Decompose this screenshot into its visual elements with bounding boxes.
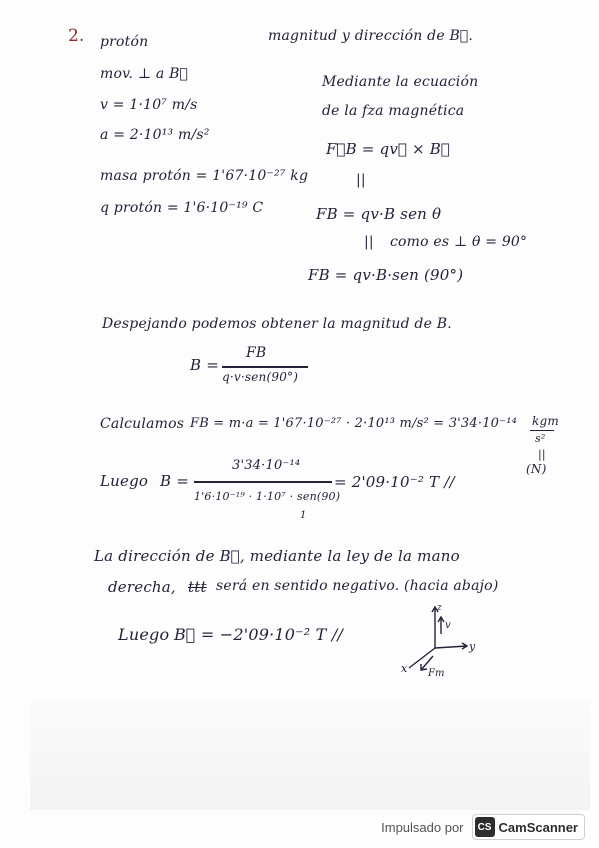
formula-numerator: FB [246, 345, 267, 361]
unit-equals: || [538, 448, 546, 461]
formula-lhs: B = [190, 356, 219, 374]
result-denominator: 1'6·10⁻¹⁹ · 1·10⁷ · sen(90) [194, 490, 341, 503]
struck-word: ttt [188, 578, 207, 596]
direction-line-1: La dirección de B⃗, mediante la ley de la mano [94, 547, 460, 565]
final-expression: B⃗ = −2'09·10⁻² T // [174, 625, 344, 644]
right-line-2: de la fza magnética [322, 103, 465, 119]
equals-sign-2: || [364, 234, 374, 250]
solve-statement: Despejando podemos obtener la magnitud de B. [102, 316, 452, 332]
calc-label: Calculamos [100, 416, 185, 432]
y-label: y [469, 640, 476, 653]
perpendicular-note: como es ⊥ θ = 90° [390, 234, 528, 250]
equals-sign-1: || [356, 172, 366, 188]
unit-denominator: s² [535, 432, 546, 445]
axes-diagram [395, 598, 485, 682]
scalar-force-eq: FB = qv·B sen θ [316, 205, 442, 223]
unit-fraction-bar [530, 430, 554, 431]
result-numerator: 3'34·10⁻¹⁴ [232, 458, 301, 473]
x-label: x [401, 662, 408, 675]
vector-force-eq: F⃗B = qv⃗ × B⃗ [326, 140, 450, 158]
velocity-line: v = 1·10⁷ m/s [100, 97, 198, 113]
result-label: Luego [100, 472, 149, 490]
camscanner-badge [472, 814, 585, 840]
v-label: v [445, 620, 451, 631]
formula-fraction-bar [222, 366, 308, 368]
unit-numerator: kgm [532, 414, 559, 428]
problem-number: 2. [68, 26, 85, 46]
particle-label: protón [100, 34, 149, 50]
formula-denominator: q·v·sen(90°) [222, 370, 299, 384]
result-fraction-bar [194, 481, 332, 483]
y-axis [435, 646, 467, 648]
camscanner-brand: CamScanner [498, 819, 578, 835]
direction-line-2-prefix: derecha, [108, 578, 176, 596]
scan-shadow [30, 700, 590, 810]
camscanner-logo-icon: CS [475, 817, 495, 837]
right-title: magnitud y dirección de B⃗. [268, 28, 474, 44]
final-force-eq: FB = qv·B·sen (90°) [308, 266, 464, 284]
axes-lines [409, 607, 467, 670]
underbrace-value: 1 [300, 510, 307, 521]
mass-line: masa protón = 1'67·10⁻²⁷ kg [100, 168, 309, 184]
unit-newton: (N) [526, 462, 547, 476]
charge-line: q protón = 1'6·10⁻¹⁹ C [100, 200, 264, 216]
direction-line-2-suffix: será en sentido negativo. (hacia abajo) [216, 578, 499, 594]
footer-text: Impulsado por [381, 819, 464, 835]
calc-expression: FB = m·a = 1'67·10⁻²⁷ · 2·10¹³ m/s² = 3'34·10⁻¹⁴ [190, 416, 518, 431]
right-line-1: Mediante la ecuación [322, 74, 479, 90]
camscanner-footer [381, 814, 585, 840]
result-rhs: = 2'09·10⁻² T // [334, 473, 455, 491]
acceleration-line: a = 2·10¹³ m/s² [100, 127, 210, 143]
final-label: Luego [118, 625, 170, 644]
result-lhs: B = [160, 472, 189, 490]
fm-label: Fm [428, 668, 445, 679]
movement-line: mov. ⊥ a B⃗ [100, 66, 188, 82]
z-label: z [437, 603, 442, 613]
